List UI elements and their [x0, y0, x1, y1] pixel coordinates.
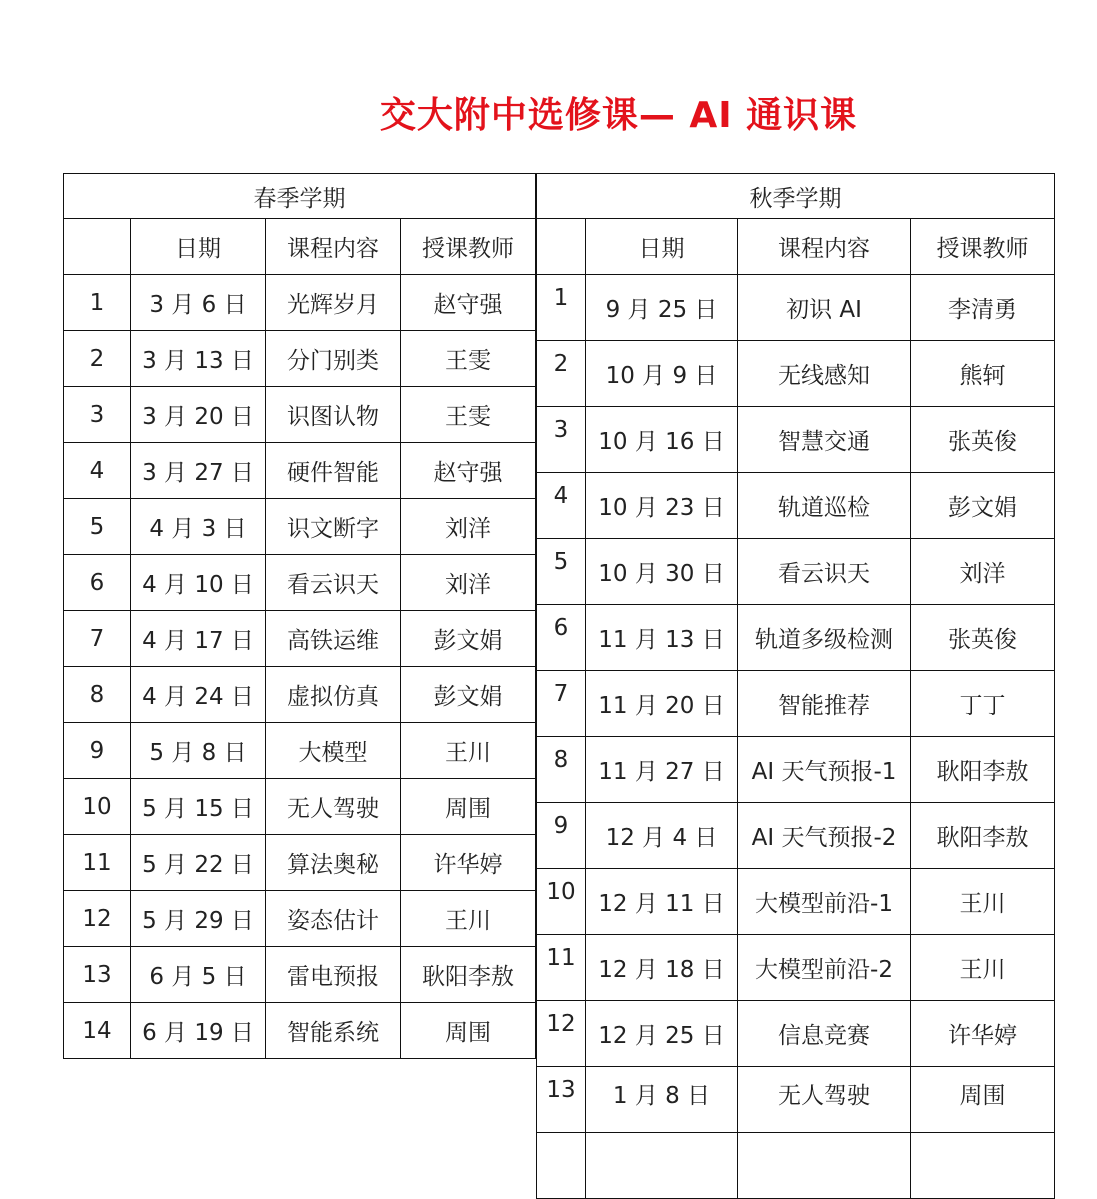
row-number: 11 [537, 935, 586, 1001]
table-row [64, 667, 536, 723]
row-date: 9 月 25 日 [586, 275, 738, 341]
empty-cell [537, 1133, 586, 1199]
row-teacher: 周围 [911, 1067, 1055, 1133]
row-number: 1 [537, 275, 586, 341]
row-number: 2 [537, 341, 586, 407]
row-date: 3 月 20 日 [131, 387, 266, 443]
row-course-content: 识文断字 [266, 499, 401, 555]
row-number: 4 [537, 473, 586, 539]
row-teacher: 王川 [401, 723, 536, 779]
row-number: 13 [64, 947, 131, 1003]
row-date: 4 月 3 日 [131, 499, 266, 555]
date-column-header: 日期 [586, 219, 738, 275]
row-date: 4 月 17 日 [131, 611, 266, 667]
row-date: 12 月 25 日 [586, 1001, 738, 1067]
table-row [64, 443, 536, 499]
row-course-content: 无人驾驶 [266, 779, 401, 835]
row-course-content: 看云识天 [266, 555, 401, 611]
autumn-schedule-table [536, 173, 1055, 1199]
row-course-content: 硬件智能 [266, 443, 401, 499]
row-number: 1 [64, 275, 131, 331]
row-teacher: 彭文娟 [911, 473, 1055, 539]
row-teacher: 王雯 [401, 387, 536, 443]
table-row [537, 275, 1055, 341]
row-teacher: 张英俊 [911, 407, 1055, 473]
table-row [537, 473, 1055, 539]
table-row [537, 737, 1055, 803]
number-column-header [64, 219, 131, 275]
empty-cell [586, 1133, 738, 1199]
row-course-content: 识图认物 [266, 387, 401, 443]
teacher-column-header: 授课教师 [911, 219, 1055, 275]
row-number: 10 [537, 869, 586, 935]
row-teacher: 许华婷 [911, 1001, 1055, 1067]
table-row [64, 723, 536, 779]
table-row [537, 869, 1055, 935]
content-column-header: 课程内容 [266, 219, 401, 275]
table-row [537, 1067, 1055, 1133]
row-course-content: 智慧交通 [738, 407, 911, 473]
table-row [64, 275, 536, 331]
row-date: 6 月 5 日 [131, 947, 266, 1003]
row-teacher: 彭文娟 [401, 611, 536, 667]
row-number: 7 [64, 611, 131, 667]
row-number: 3 [64, 387, 131, 443]
row-course-content: 无人驾驶 [738, 1067, 911, 1133]
table-row [64, 835, 536, 891]
row-course-content: AI 天气预报-2 [738, 803, 911, 869]
page-title: 交大附中选修课— AI 通识课 [379, 95, 858, 136]
row-date: 1 月 8 日 [586, 1067, 738, 1133]
table-row [64, 891, 536, 947]
row-teacher: 丁丁 [911, 671, 1055, 737]
row-number: 2 [64, 331, 131, 387]
row-teacher: 王川 [911, 869, 1055, 935]
content-column-header: 课程内容 [738, 219, 911, 275]
row-number: 9 [64, 723, 131, 779]
spring-schedule-table [63, 173, 536, 1059]
empty-cell [738, 1133, 911, 1199]
table-row [537, 803, 1055, 869]
row-date: 11 月 27 日 [586, 737, 738, 803]
row-course-content: 雷电预报 [266, 947, 401, 1003]
row-date: 11 月 13 日 [586, 605, 738, 671]
row-number: 12 [64, 891, 131, 947]
row-teacher: 许华婷 [401, 835, 536, 891]
row-date: 5 月 29 日 [131, 891, 266, 947]
row-course-content: 智能推荐 [738, 671, 911, 737]
row-course-content: 姿态估计 [266, 891, 401, 947]
row-date: 10 月 30 日 [586, 539, 738, 605]
row-teacher: 赵守强 [401, 275, 536, 331]
row-date: 12 月 4 日 [586, 803, 738, 869]
row-course-content: 轨道多级检测 [738, 605, 911, 671]
row-number: 11 [64, 835, 131, 891]
row-date: 10 月 9 日 [586, 341, 738, 407]
table-row [64, 947, 536, 1003]
row-date: 10 月 16 日 [586, 407, 738, 473]
row-course-content: 无线感知 [738, 341, 911, 407]
date-column-header: 日期 [131, 219, 266, 275]
row-date: 4 月 24 日 [131, 667, 266, 723]
row-teacher: 王川 [911, 935, 1055, 1001]
row-teacher: 王雯 [401, 331, 536, 387]
row-course-content: 分门别类 [266, 331, 401, 387]
row-course-content: 智能系统 [266, 1003, 401, 1059]
row-teacher: 耿阳李敖 [401, 947, 536, 1003]
table-row [537, 1001, 1055, 1067]
row-date: 11 月 20 日 [586, 671, 738, 737]
table-row [64, 387, 536, 443]
row-number: 6 [537, 605, 586, 671]
row-number: 5 [64, 499, 131, 555]
row-date: 4 月 10 日 [131, 555, 266, 611]
row-teacher: 李清勇 [911, 275, 1055, 341]
row-number: 12 [537, 1001, 586, 1067]
row-date: 12 月 11 日 [586, 869, 738, 935]
row-teacher: 耿阳李敖 [911, 737, 1055, 803]
row-date: 5 月 8 日 [131, 723, 266, 779]
row-date: 3 月 13 日 [131, 331, 266, 387]
row-number: 7 [537, 671, 586, 737]
row-course-content: 虚拟仿真 [266, 667, 401, 723]
row-date: 10 月 23 日 [586, 473, 738, 539]
row-course-content: 大模型前沿-2 [738, 935, 911, 1001]
row-course-content: 大模型 [266, 723, 401, 779]
row-course-content: 初识 AI [738, 275, 911, 341]
semester-header-spring: 春季学期 [64, 174, 536, 219]
row-date: 5 月 22 日 [131, 835, 266, 891]
row-course-content: 光辉岁月 [266, 275, 401, 331]
row-course-content: 看云识天 [738, 539, 911, 605]
row-teacher: 刘洋 [401, 555, 536, 611]
table-row [537, 407, 1055, 473]
row-course-content: 算法奥秘 [266, 835, 401, 891]
empty-cell [911, 1133, 1055, 1199]
row-teacher: 周围 [401, 1003, 536, 1059]
row-teacher: 周围 [401, 779, 536, 835]
row-teacher: 耿阳李敖 [911, 803, 1055, 869]
row-teacher: 刘洋 [911, 539, 1055, 605]
row-course-content: 信息竞赛 [738, 1001, 911, 1067]
row-teacher: 熊轲 [911, 341, 1055, 407]
row-number: 3 [537, 407, 586, 473]
row-teacher: 赵守强 [401, 443, 536, 499]
table-row [537, 1133, 1055, 1199]
table-row [64, 499, 536, 555]
table-row [537, 539, 1055, 605]
row-teacher: 张英俊 [911, 605, 1055, 671]
row-number: 6 [64, 555, 131, 611]
semester-header-autumn: 秋季学期 [537, 174, 1055, 219]
table-row [64, 611, 536, 667]
row-course-content: AI 天气预报-1 [738, 737, 911, 803]
row-number: 13 [537, 1067, 586, 1133]
row-number: 14 [64, 1003, 131, 1059]
table-row [64, 1003, 536, 1059]
row-course-content: 大模型前沿-1 [738, 869, 911, 935]
teacher-column-header: 授课教师 [401, 219, 536, 275]
row-teacher: 刘洋 [401, 499, 536, 555]
table-row [64, 555, 536, 611]
row-number: 5 [537, 539, 586, 605]
table-row [537, 605, 1055, 671]
row-date: 5 月 15 日 [131, 779, 266, 835]
row-date: 3 月 27 日 [131, 443, 266, 499]
row-number: 10 [64, 779, 131, 835]
row-number: 4 [64, 443, 131, 499]
row-date: 6 月 19 日 [131, 1003, 266, 1059]
row-date: 12 月 18 日 [586, 935, 738, 1001]
table-row [537, 935, 1055, 1001]
row-teacher: 彭文娟 [401, 667, 536, 723]
table-row [537, 671, 1055, 737]
row-course-content: 轨道巡检 [738, 473, 911, 539]
row-number: 9 [537, 803, 586, 869]
row-course-content: 高铁运维 [266, 611, 401, 667]
row-number: 8 [537, 737, 586, 803]
number-column-header [537, 219, 586, 275]
table-row [537, 341, 1055, 407]
table-row [64, 779, 536, 835]
row-number: 8 [64, 667, 131, 723]
table-row [64, 331, 536, 387]
row-teacher: 王川 [401, 891, 536, 947]
row-date: 3 月 6 日 [131, 275, 266, 331]
